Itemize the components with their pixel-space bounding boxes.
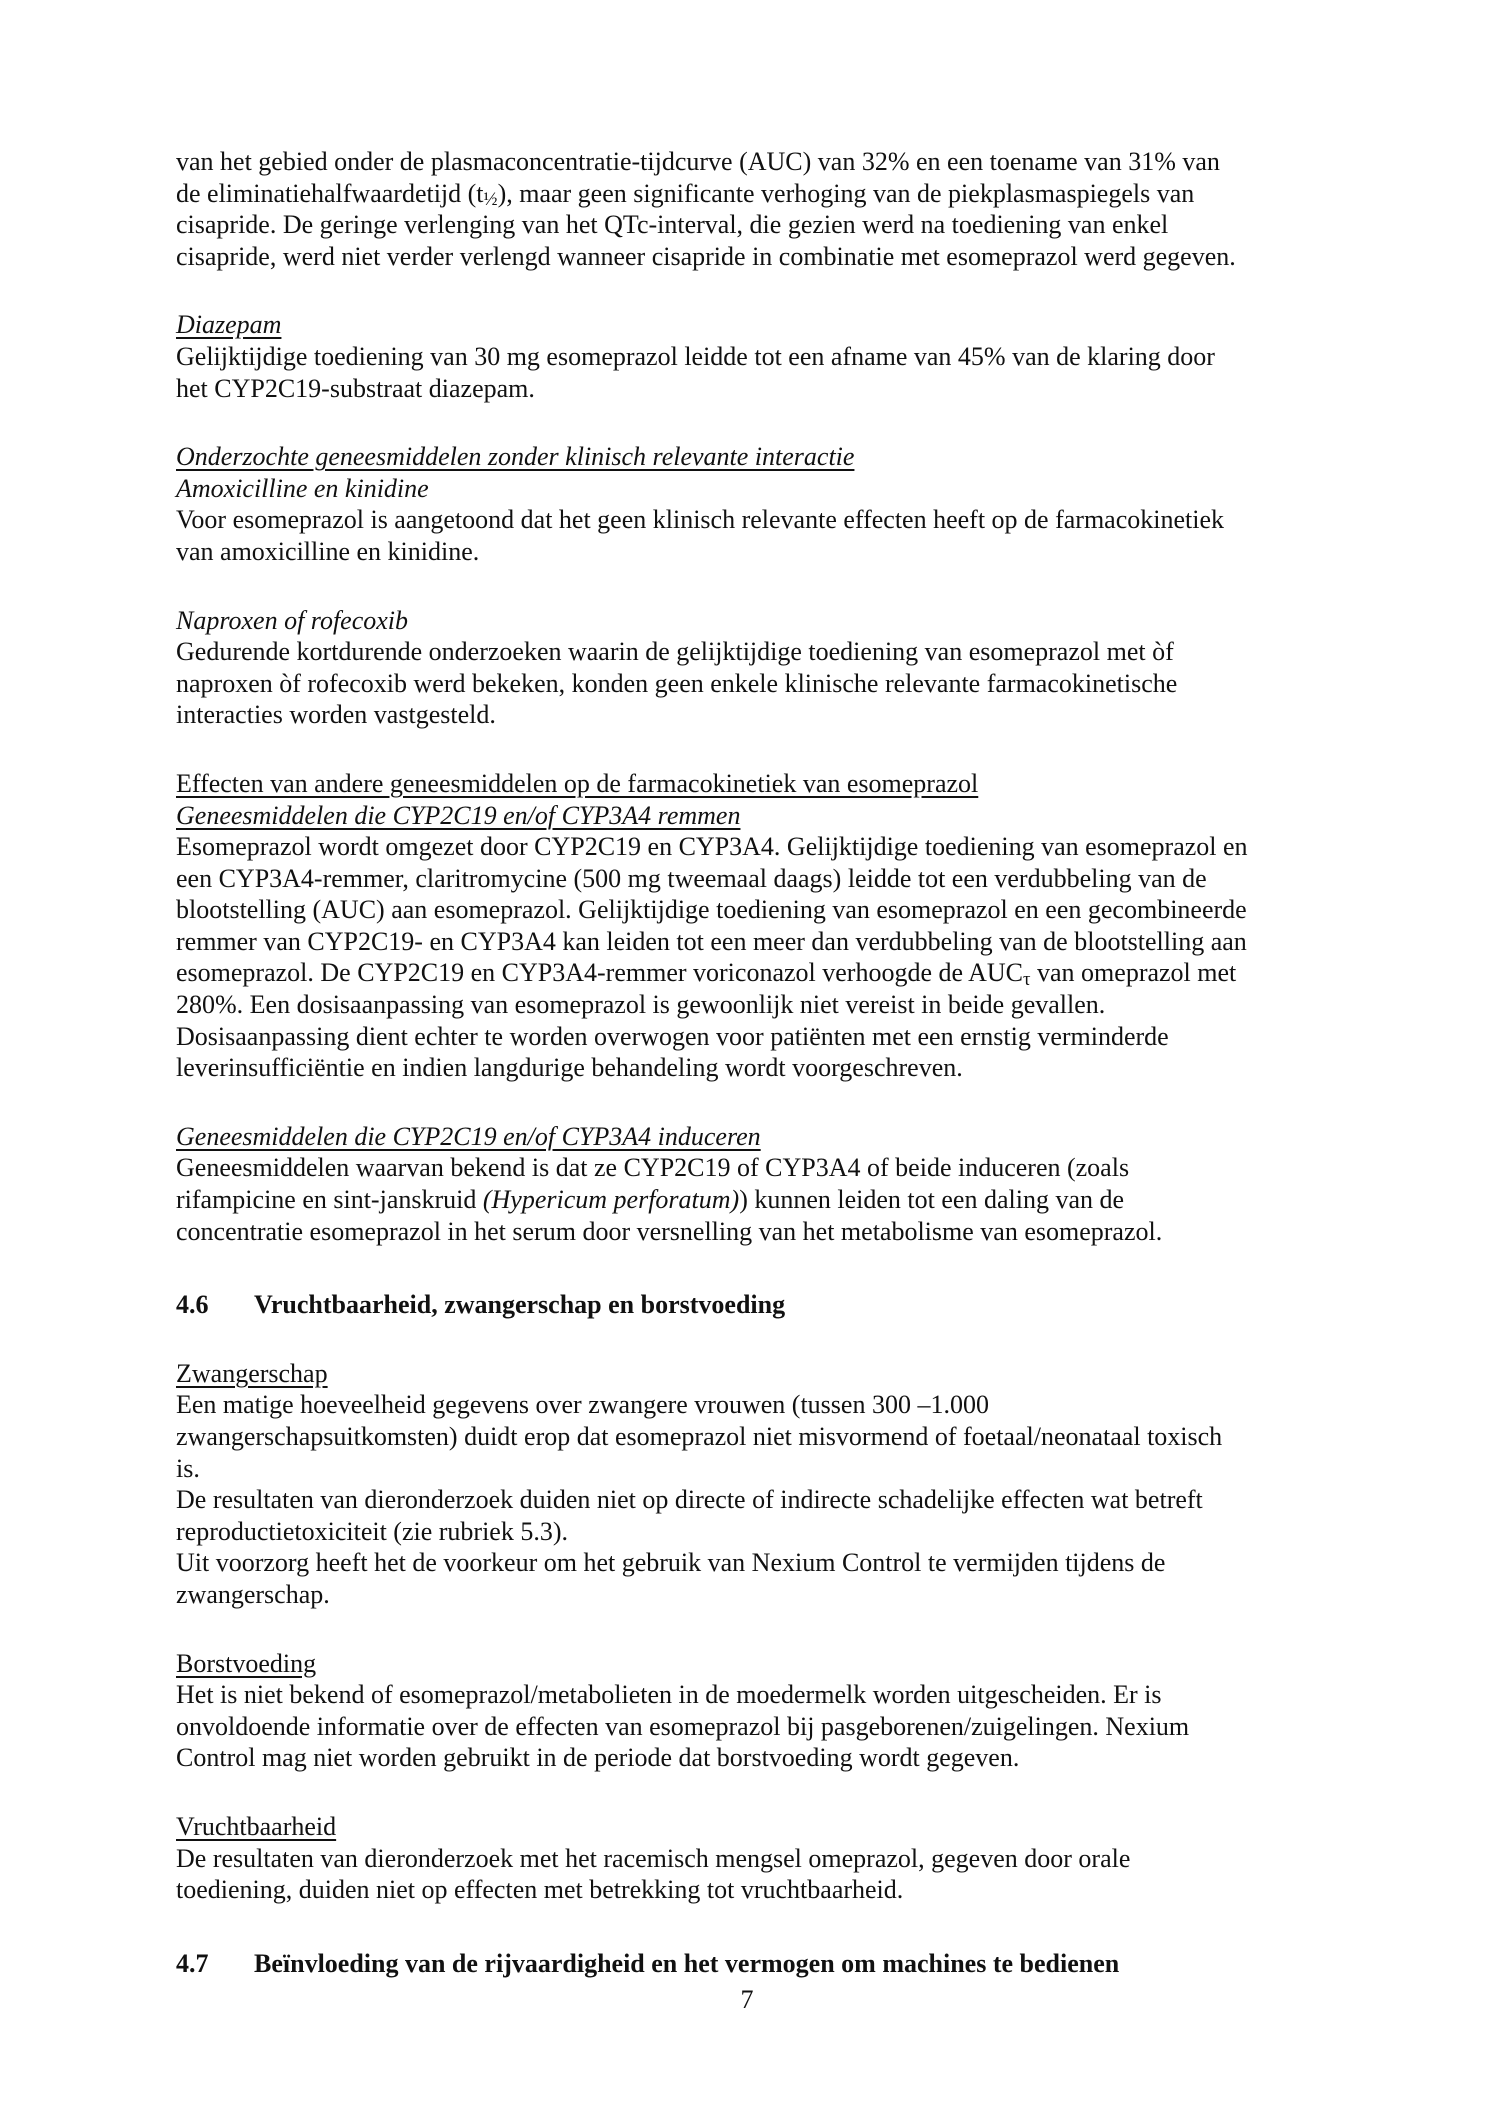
text-line: toediening, duiden niet op effecten met betrekking tot vruchtbaarheid. [176, 1875, 904, 1905]
text-line: zwangerschapsuitkomsten) duidt erop dat esomeprazol niet misvormend of foetaal/neonataal toxisch [176, 1422, 1223, 1451]
text-line [176, 178, 1416, 210]
section-4-7-heading [176, 1948, 1416, 1980]
text-line: Dosisaanpassing dient echter te worden overwogen voor patiënten met een ernstig verminderde [176, 1021, 1169, 1051]
run-text: esomeprazol. De CYP2C19 en CYP3A4-remmer voriconazol verhoogde de AUC [176, 958, 1023, 988]
text-line: remmer van CYP2C19- en CYP3A4 kan leiden tot een meer dan verdubbeling van de blootstelling aan [176, 926, 1247, 956]
text-line [176, 1184, 1416, 1216]
diazepam-paragraph [176, 341, 1416, 404]
text-line: concentratie esomeprazol in het serum door versnelling van het metabolisme van esomeprazol. [176, 1216, 1163, 1246]
onderzochte-geneesmiddelen-subheading [176, 441, 1416, 473]
text-line: cisapride, werd niet verder verlengd wanneer cisapride in combinatie met esomeprazol werd gegeven. [176, 241, 1236, 271]
text-line: Het is niet bekend of esomeprazol/metabolieten in de moedermelk worden uitgescheiden. Er is [176, 1680, 1162, 1710]
text-line: Esomeprazol wordt omgezet door CYP2C19 en CYP3A4. Gelijktijdige toediening van esomeprazol en [176, 832, 1248, 862]
text-line: Naproxen of rofecoxib [176, 605, 409, 635]
section-title: Beïnvloeding van de rijvaardigheid en het vermogen om machines te bedienen [254, 1948, 1120, 1978]
text-line [176, 957, 1416, 989]
text-line: onvoldoende informatie over de effecten van esomeprazol bij pasgeborenen/zuigelingen. Nexium [176, 1711, 1190, 1741]
run-text: rifampicine en sint-janskruid [176, 1185, 483, 1215]
text-line: Diazepam [176, 310, 282, 340]
run-text: ) kunnen leiden tot een daling van de [739, 1185, 1125, 1215]
cyp-induceren-paragraph [176, 1152, 1416, 1247]
text-line: Effecten van andere geneesmiddelen op de farmacokinetiek van esomeprazol [176, 768, 979, 798]
text-line: cisapride. De geringe verlenging van het QTc-interval, die gezien werd na toediening van enkel [176, 210, 1169, 240]
vruchtbaarheid-paragraph [176, 1843, 1416, 1906]
section-number: 4.7 [176, 1948, 209, 1978]
cyp-induceren-subheading [176, 1121, 1416, 1153]
text-line: Vruchtbaarheid [176, 1811, 337, 1841]
cyp-remmen-paragraph [176, 831, 1416, 1084]
text-line: De resultaten van dieronderzoek duiden niet op directe of indirecte schadelijke effecten wat betreft [176, 1485, 1203, 1515]
page-number: 7 [740, 1985, 754, 2014]
run-text: de eliminatiehalfwaardetijd (t [176, 178, 484, 208]
vruchtbaarheid-subheading [176, 1811, 1416, 1843]
naproxen-rofecoxib-paragraph [176, 636, 1416, 731]
section-title: Vruchtbaarheid, zwangerschap en borstvoeding [254, 1290, 786, 1320]
borstvoeding-subheading [176, 1648, 1416, 1680]
text-line: 280%. Een dosisaanpassing van esomeprazol is gewoonlijk niet vereist in beide gevallen. [176, 990, 1106, 1020]
subscript-text: τ [1022, 968, 1031, 990]
text-line: Uit voorzorg heeft het de voorkeur om het gebruik van Nexium Control te vermijden tijdens de [176, 1548, 1166, 1578]
text-line: Control mag niet worden gebruikt in de periode dat borstvoeding wordt gegeven. [176, 1743, 1020, 1773]
text-line: reproductietoxiciteit (zie rubriek 5.3). [176, 1516, 569, 1546]
text-line: leverinsufficiëntie en indien langdurige behandeling wordt voorgeschreven. [176, 1053, 963, 1083]
text-line: Amoxicilline en kinidine [176, 473, 429, 503]
section-number: 4.6 [176, 1290, 209, 1320]
text-line: Borstvoeding [176, 1648, 317, 1678]
amoxicilline-kinidine-paragraph [176, 504, 1416, 567]
zwangerschap-subheading [176, 1358, 1416, 1390]
text-line: Gedurende kortdurende onderzoeken waarin de gelijktijdige toediening van esomeprazol met òf [176, 637, 1174, 667]
subscript-text: ½ [483, 188, 498, 210]
run-text: van omeprazol met [1030, 958, 1237, 988]
text-line: zwangerschap. [176, 1579, 330, 1609]
text-line: van amoxicilline en kinidine. [176, 536, 480, 566]
text-line: Gelijktijdige toediening van 30 mg esomeprazol leidde tot een afname van 45% van de klaring door [176, 341, 1215, 371]
naproxen-rofecoxib-subheading [176, 605, 1416, 637]
section-4-6-heading [176, 1289, 1416, 1321]
cisapride-continuation-paragraph [176, 146, 1416, 272]
text-line: van het gebied onder de plasmaconcentratie-tijdcurve (AUC) van 32% en een toename van 31% van [176, 147, 1220, 176]
run-text: ), maar geen significante verhoging van de piekplasmaspiegels van [497, 178, 1195, 208]
effecten-andere-geneesmiddelen-subheading [176, 768, 1416, 800]
text-line: Geneesmiddelen waarvan bekend is dat ze CYP2C19 of CYP3A4 of beide induceren (zoals [176, 1153, 1130, 1183]
text-line: Geneesmiddelen die CYP2C19 en/of CYP3A4 induceren [176, 1121, 761, 1151]
run-text: (Hypericum perforatum) [482, 1185, 740, 1215]
cyp-remmen-subheading [176, 800, 1416, 832]
zwangerschap-paragraph [176, 1389, 1416, 1610]
diazepam-subheading [176, 309, 1416, 341]
amoxicilline-kinidine-subheading [176, 473, 1416, 505]
document-content [176, 146, 1416, 1979]
text-line: Een matige hoeveelheid gegevens over zwangere vrouwen (tussen 300 –1.000 [176, 1390, 989, 1420]
text-line: is. [176, 1453, 200, 1483]
text-line: interacties worden vastgesteld. [176, 700, 496, 730]
text-line: Voor esomeprazol is aangetoond dat het geen klinisch relevante effecten heeft op de farmacokinetiek [176, 505, 1224, 535]
text-line: Geneesmiddelen die CYP2C19 en/of CYP3A4 remmen [176, 800, 741, 830]
text-line: De resultaten van dieronderzoek met het racemisch mengsel omeprazol, gegeven door orale [176, 1843, 1131, 1873]
borstvoeding-paragraph [176, 1679, 1416, 1774]
text-line: naproxen òf rofecoxib werd bekeken, konden geen enkele klinische relevante farmacokinetische [176, 668, 1178, 698]
text-line: blootstelling (AUC) aan esomeprazol. Gelijktijdige toediening van esomeprazol en een gecombineerde [176, 895, 1247, 925]
text-line: het CYP2C19-substraat diazepam. [176, 373, 535, 403]
text-line: Zwangerschap [176, 1358, 328, 1388]
text-line: Onderzochte geneesmiddelen zonder klinisch relevante interactie [176, 442, 855, 472]
text-line: een CYP3A4-remmer, claritromycine (500 mg tweemaal daags) leidde tot een verdubbeling van de [176, 863, 1207, 893]
